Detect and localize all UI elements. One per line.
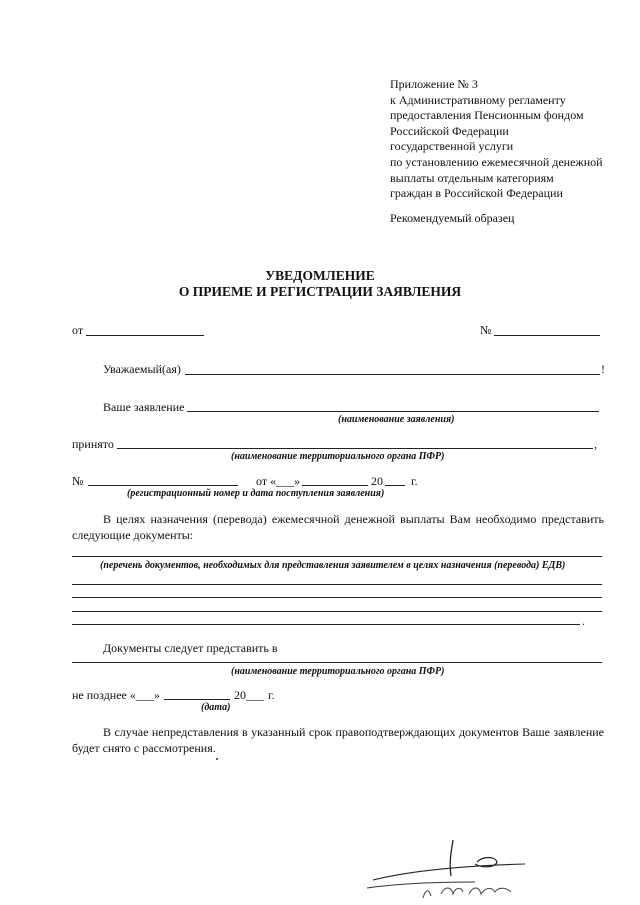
registration-number-line[interactable] (88, 485, 238, 486)
documents-list-line[interactable] (72, 597, 602, 598)
deadline-year: 20___ (234, 688, 264, 702)
application-label: Ваше заявление (103, 400, 185, 414)
submit-to-org-line[interactable] (72, 662, 602, 663)
sample-label: Рекомендуемый образец (390, 211, 515, 225)
appendix-line: по установлению ежемесячной денежной (390, 154, 603, 169)
registration-date: от «___» (256, 474, 301, 488)
number-label: № (480, 323, 492, 337)
application-name-line[interactable] (187, 411, 599, 412)
accepted-end-mark: , (594, 437, 597, 451)
submit-to-label: Документы следует представить в (103, 641, 278, 655)
appendix-line: Российской Федерации (390, 123, 509, 138)
appendix-line: выплаты отдельным категориям (390, 170, 554, 185)
appendix-line: к Административному регламенту (390, 92, 566, 107)
appendix-line: государственной услуги (390, 139, 514, 154)
application-caption: (наименование заявления) (338, 414, 455, 425)
document-title-line1: УВЕДОМЛЕНИЕ (265, 268, 375, 283)
registration-year-prefix: 20 (371, 474, 383, 488)
accepted-org-line[interactable] (117, 448, 593, 449)
registration-number-label: № (72, 474, 84, 488)
documents-end-mark: . (582, 614, 585, 628)
documents-list-line[interactable] (72, 611, 602, 612)
greeting-name-line[interactable] (185, 374, 600, 375)
appendix-line: Приложение № 3 (390, 77, 478, 91)
closing-paragraph-text: В случае непредставления в указанный срок правоподтверждающих документов Ваше заявление будет снято с рассмотрения. (72, 725, 604, 755)
appendix-line: граждан в Российской Федерации (390, 186, 563, 201)
documents-list-line[interactable] (72, 624, 580, 625)
closing-paragraph (72, 724, 604, 756)
documents-list-line[interactable] (72, 584, 602, 585)
deadline-year-suffix: г. (268, 688, 275, 702)
appendix-block (390, 77, 603, 202)
appendix-line: предоставления Пенсионным фондом (390, 108, 584, 123)
submit-to-caption: (наименование территориального органа ПФР) (231, 666, 445, 677)
accepted-caption: (наименование территориального органа ПФР) (231, 451, 445, 462)
documents-paragraph (72, 511, 604, 543)
documents-caption: (перечень документов, необходимых для представления заявителем в целях назначения (перевода) ЕДВ) (100, 560, 566, 571)
documents-list-line[interactable] (72, 556, 602, 557)
greeting-label: Уважаемый(ая) (103, 362, 181, 376)
from-label: от (72, 323, 84, 337)
greeting-end-mark: ! (601, 362, 605, 376)
stray-mark (216, 758, 218, 760)
documents-paragraph-text: В целях назначения (перевода) ежемесячной денежной выплаты Вам необходимо представить следующие документы: (72, 512, 604, 542)
deadline-caption: (дата) (201, 702, 231, 713)
document-title-line2: О ПРИЕМЕ И РЕГИСТРАЦИИ ЗАЯВЛЕНИЯ (178, 284, 462, 299)
registration-year-suffix: г. (411, 474, 418, 488)
deadline-label: не позднее «___» (72, 688, 160, 702)
number-field-line[interactable] (494, 335, 600, 336)
signature-mark (365, 832, 555, 902)
registration-month-line[interactable] (302, 485, 368, 486)
from-field-line[interactable] (86, 335, 204, 336)
deadline-month-line[interactable] (164, 699, 230, 700)
registration-caption: (регистрационный номер и дата поступления заявления) (127, 488, 385, 499)
accepted-label: принято (72, 437, 114, 451)
registration-year-line[interactable] (385, 485, 405, 486)
